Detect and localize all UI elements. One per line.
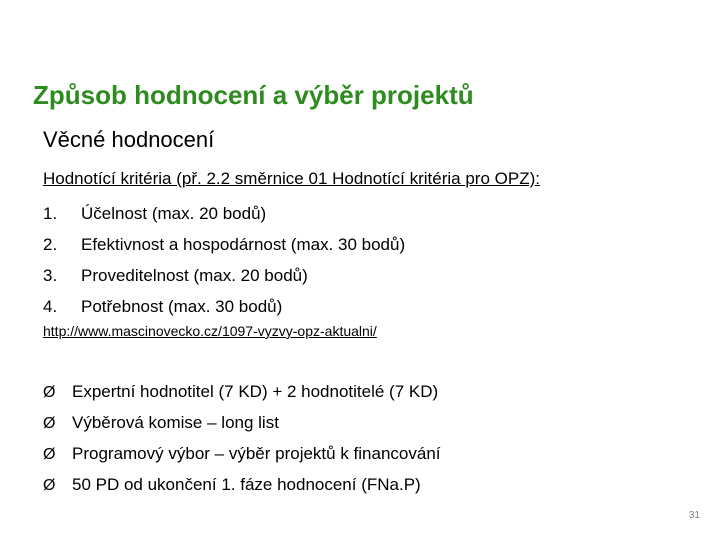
page-number: 31	[688, 510, 700, 521]
bullet-item-text: Expertní hodnotitel (7 KD) + 2 hodnotitelé (7 KD)	[72, 382, 439, 401]
arrow-bullet-icon: Ø	[43, 384, 56, 401]
criteria-item-text: Potřebnost (max. 30 bodů)	[81, 297, 283, 316]
criteria-item	[43, 293, 405, 324]
bullet-item	[43, 440, 441, 471]
arrow-bullet-icon: Ø	[43, 477, 56, 494]
bullet-item-text: Výběrová komise – long list	[72, 413, 279, 432]
criteria-item-number: 4.	[43, 297, 58, 316]
criteria-item	[43, 200, 405, 231]
criteria-item	[43, 262, 405, 293]
bullet-item	[43, 471, 441, 502]
criteria-item	[43, 231, 405, 262]
criteria-list	[43, 200, 405, 324]
bullet-item	[43, 409, 441, 440]
calls-link[interactable]: http://www.mascinovecko.cz/1097-vyzvy-opz-aktualni/	[43, 323, 377, 339]
bullet-item-text: Programový výbor – výběr projektů k financování	[72, 444, 441, 463]
criteria-item-text: Proveditelnost (max. 20 bodů)	[81, 266, 308, 285]
criteria-item-text: Efektivnost a hospodárnost (max. 30 bodů)	[81, 235, 406, 254]
bullet-item	[43, 378, 441, 409]
criteria-item-number: 1.	[43, 204, 58, 223]
arrow-bullet-icon: Ø	[43, 446, 56, 463]
bullet-item-text: 50 PD od ukončení 1. fáze hodnocení (FNa.P)	[72, 475, 421, 494]
criteria-item-number: 3.	[43, 266, 58, 285]
arrow-bullet-icon: Ø	[43, 415, 56, 432]
criteria-item-text: Účelnost (max. 20 bodů)	[81, 204, 267, 223]
criteria-item-number: 2.	[43, 235, 58, 254]
slide-subtitle: Věcné hodnocení	[43, 127, 215, 152]
slide-title: Způsob hodnocení a výběr projektů	[33, 80, 474, 110]
criteria-heading: Hodnotící kritéria (př. 2.2 směrnice 01 Hodnotící kritéria pro OPZ):	[43, 169, 540, 188]
bullet-list	[43, 378, 441, 502]
